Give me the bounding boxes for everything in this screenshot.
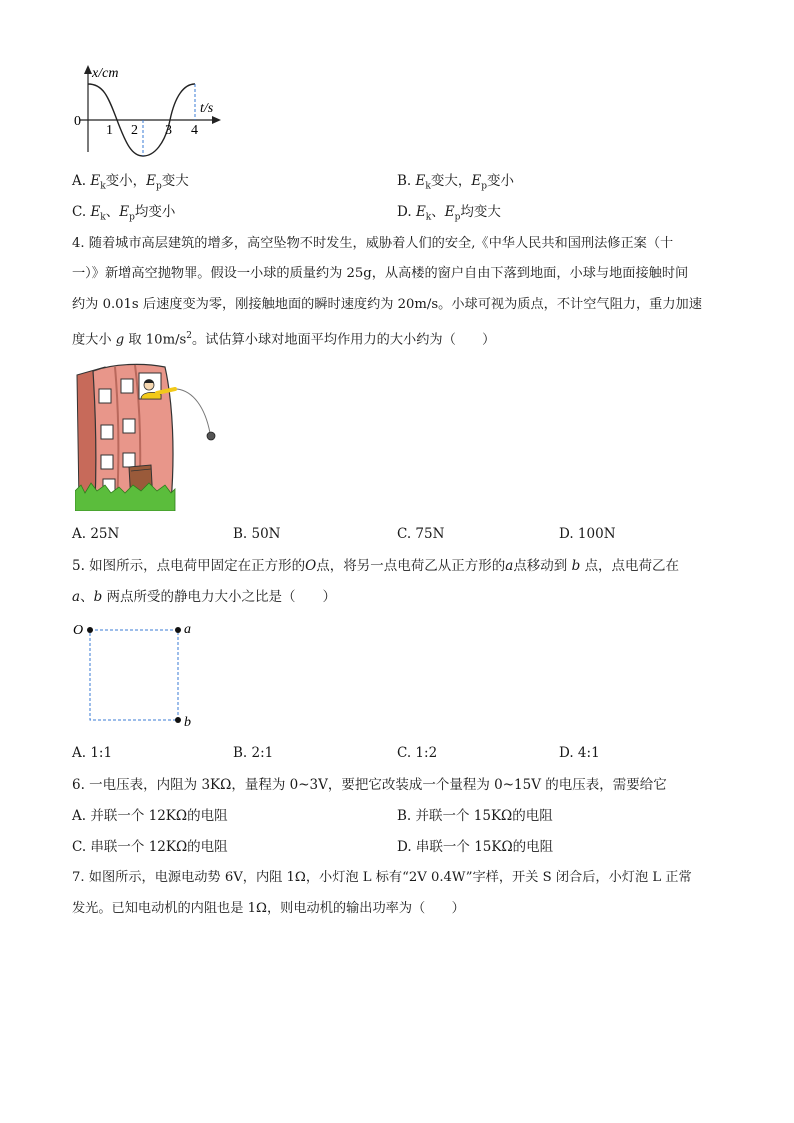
q3-option-a: A. $E_k$变小，$E_p$变大 bbox=[72, 173, 189, 192]
q5-text-line2: a、b 两点所受的静电力大小之比是（ ） bbox=[72, 589, 337, 605]
x-axis-arrow bbox=[84, 65, 92, 74]
square-diagram bbox=[70, 618, 200, 730]
building-illustration bbox=[75, 363, 225, 511]
q4-text-line2: 一）》新增高空抛物罪。假设一小球的质量约为 25g，从高楼的窗户自由下落到地面，小球与地面接触时间 bbox=[72, 266, 689, 281]
q4-option-c: C. 75N bbox=[397, 526, 445, 542]
q5-option-b: B. 2:1 bbox=[233, 745, 274, 761]
q5-text-line1: 5. 如图所示，点电荷甲固定在正方形的O点，将另一点电荷乙从正方形的a点移动到 b 点，点电荷乙在 bbox=[72, 558, 680, 574]
q6-option-a: A. 并联一个 12KΩ的电阻 bbox=[72, 808, 228, 824]
q4-option-d: D. 100N bbox=[559, 526, 616, 542]
q4-text-line4: 度大小 g 取 $10m/s^2$。试估算小球对地面平均作用力的大小约为（ ） bbox=[72, 331, 496, 348]
q3-option-d: D. $E_k$、$E_p$均变大 bbox=[397, 204, 501, 223]
xt-graph bbox=[70, 62, 230, 162]
label-a: a bbox=[184, 622, 191, 637]
point-b bbox=[175, 717, 181, 723]
q3-option-b: B. $E_k$变大，$E_p$变小 bbox=[397, 173, 514, 192]
q4-text-line3: 约为 0.01s 后速度变为零，刚接触地面的瞬时速度约为 20m/s。小球可视为质点，不计空气阻力，重力加速 bbox=[72, 297, 702, 312]
t-axis-label: t/s bbox=[200, 101, 214, 116]
q4-option-a: A. 25N bbox=[72, 526, 120, 542]
label-b: b bbox=[184, 715, 191, 730]
q7-text-line1: 7. 如图所示，电源电动势 6V，内阻 1Ω，小灯泡 L 标有“2V 0.4W”字样，开关 S 闭合后，小灯泡 L 正常 bbox=[72, 870, 692, 885]
tick-label-1: 1 bbox=[106, 123, 113, 138]
q5-option-a: A. 1:1 bbox=[72, 745, 113, 761]
q5-option-c: C. 1:2 bbox=[397, 745, 438, 761]
q3-option-c: C. $E_k$、$E_p$均变小 bbox=[72, 204, 176, 223]
tick-label-4: 4 bbox=[191, 123, 198, 138]
tick-label-3: 3 bbox=[165, 123, 172, 138]
q5-option-d: D. 4:1 bbox=[559, 745, 600, 761]
q6-option-d: D. 串联一个 15KΩ的电阻 bbox=[397, 839, 554, 855]
q6-text-line1: 6. 一电压表，内阻为 3KΩ，量程为 0~3V，要把它改装成一个量程为 0~15V 的电压表，需要给它 bbox=[72, 777, 667, 793]
ball-icon bbox=[207, 432, 215, 440]
x-axis-label: x/cm bbox=[92, 66, 119, 81]
q4-option-b: B. 50N bbox=[233, 526, 281, 542]
t-axis-arrow bbox=[212, 116, 221, 124]
dashed-square bbox=[90, 630, 178, 720]
q6-option-c: C. 串联一个 12KΩ的电阻 bbox=[72, 839, 228, 855]
point-o bbox=[87, 627, 93, 633]
origin-label: 0 bbox=[74, 114, 81, 129]
q7-text-line2: 发光。已知电动机的内阻也是 1Ω，则电动机的输出功率为（ ） bbox=[72, 901, 465, 916]
q4-text-line1: 4. 随着城市高层建筑的增多，高空坠物不时发生，威胁着人们的安全,《中华人民共和国刑法修正案（十 bbox=[72, 236, 674, 251]
point-a bbox=[175, 627, 181, 633]
q6-option-b: B. 并联一个 15KΩ的电阻 bbox=[397, 808, 553, 824]
label-o: O bbox=[73, 623, 84, 638]
tick-label-2: 2 bbox=[131, 123, 138, 138]
